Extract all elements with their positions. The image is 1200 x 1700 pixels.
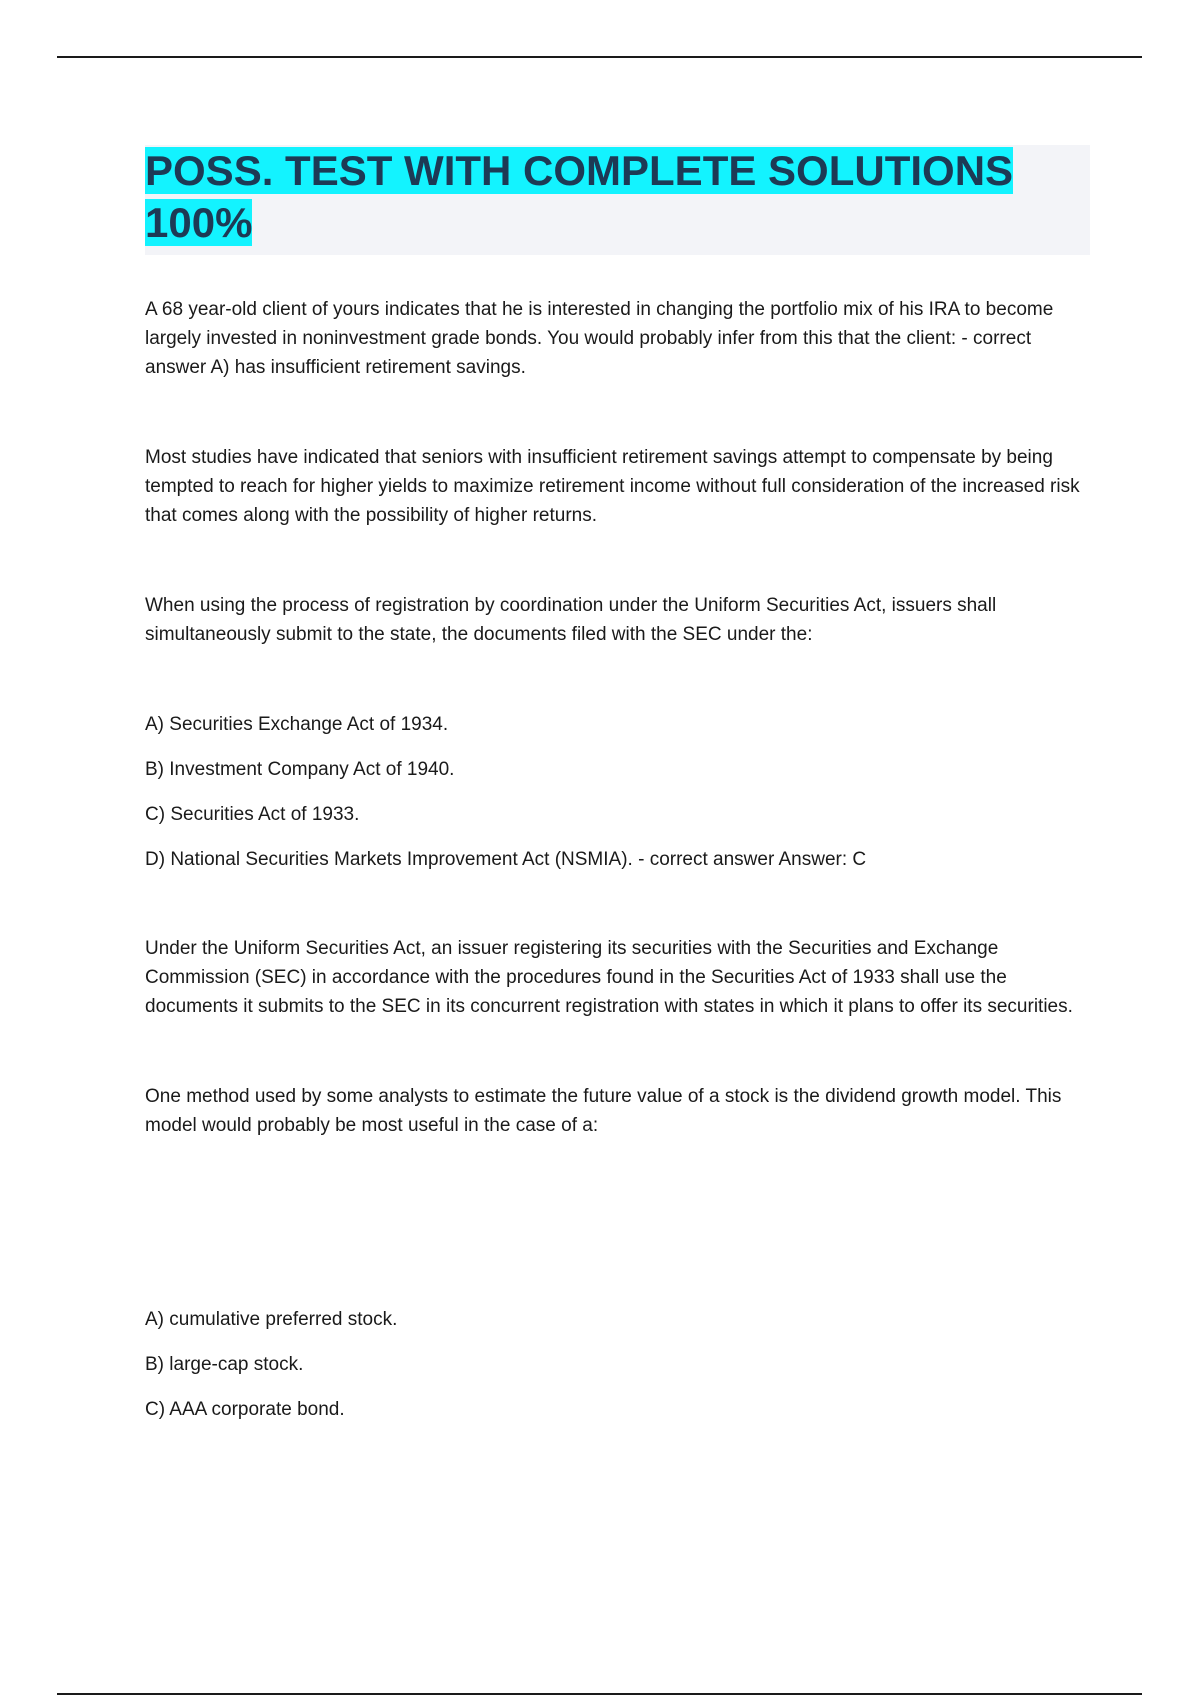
question-3-options bbox=[145, 1305, 1090, 1424]
document-body bbox=[145, 145, 1090, 1440]
question-3: One method used by some analysts to estimate the future value of a stock is the dividend growth model. This model would probably be most useful in the case of a: bbox=[145, 1086, 1062, 1136]
footer-rule bbox=[57, 1693, 1142, 1695]
option-b: B) large-cap stock. bbox=[145, 1354, 304, 1375]
question-2: When using the process of registration by coordination under the Uniform Securities Act, issuers shall simultaneously submit to the state, the documents filed with the SEC under the: bbox=[145, 595, 997, 645]
explanation-2: Under the Uniform Securities Act, an issuer registering its securities with the Securities and Exchange Commission (SEC) in accordance with the procedures found in the Securities Act of 1933 shall use the documents it submits to the SEC in its concurrent registration with states in which it plans to offer its securities. bbox=[145, 938, 1073, 1017]
option-c: C) Securities Act of 1933. bbox=[145, 804, 360, 825]
header-rule bbox=[57, 56, 1142, 58]
question-1-with-answer: A 68 year-old client of yours indicates that he is interested in changing the portfolio mix of his IRA to become largely invested in noninvestment grade bonds. You would probably infer from this that the client: - correct answer A) has insufficient retirement savings. bbox=[145, 299, 1054, 378]
document-title: POSS. TEST WITH COMPLETE SOLUTIONS 100% bbox=[145, 147, 1014, 246]
option-a: A) Securities Exchange Act of 1934. bbox=[145, 714, 449, 735]
option-c: C) AAA corporate bond. bbox=[145, 1399, 345, 1420]
explanation-1: Most studies have indicated that seniors with insufficient retirement savings attempt to compensate by being tempted to reach for higher yields to maximize retirement income without full consideration of the increased risk that comes along with the possibility of higher returns. bbox=[145, 447, 1080, 526]
option-a: A) cumulative preferred stock. bbox=[145, 1309, 398, 1330]
option-b: B) Investment Company Act of 1940. bbox=[145, 759, 455, 780]
question-2-options bbox=[145, 710, 1090, 874]
option-d-with-answer: D) National Securities Markets Improvement Act (NSMIA). - correct answer Answer: C bbox=[145, 849, 867, 870]
title-block bbox=[145, 145, 1090, 255]
